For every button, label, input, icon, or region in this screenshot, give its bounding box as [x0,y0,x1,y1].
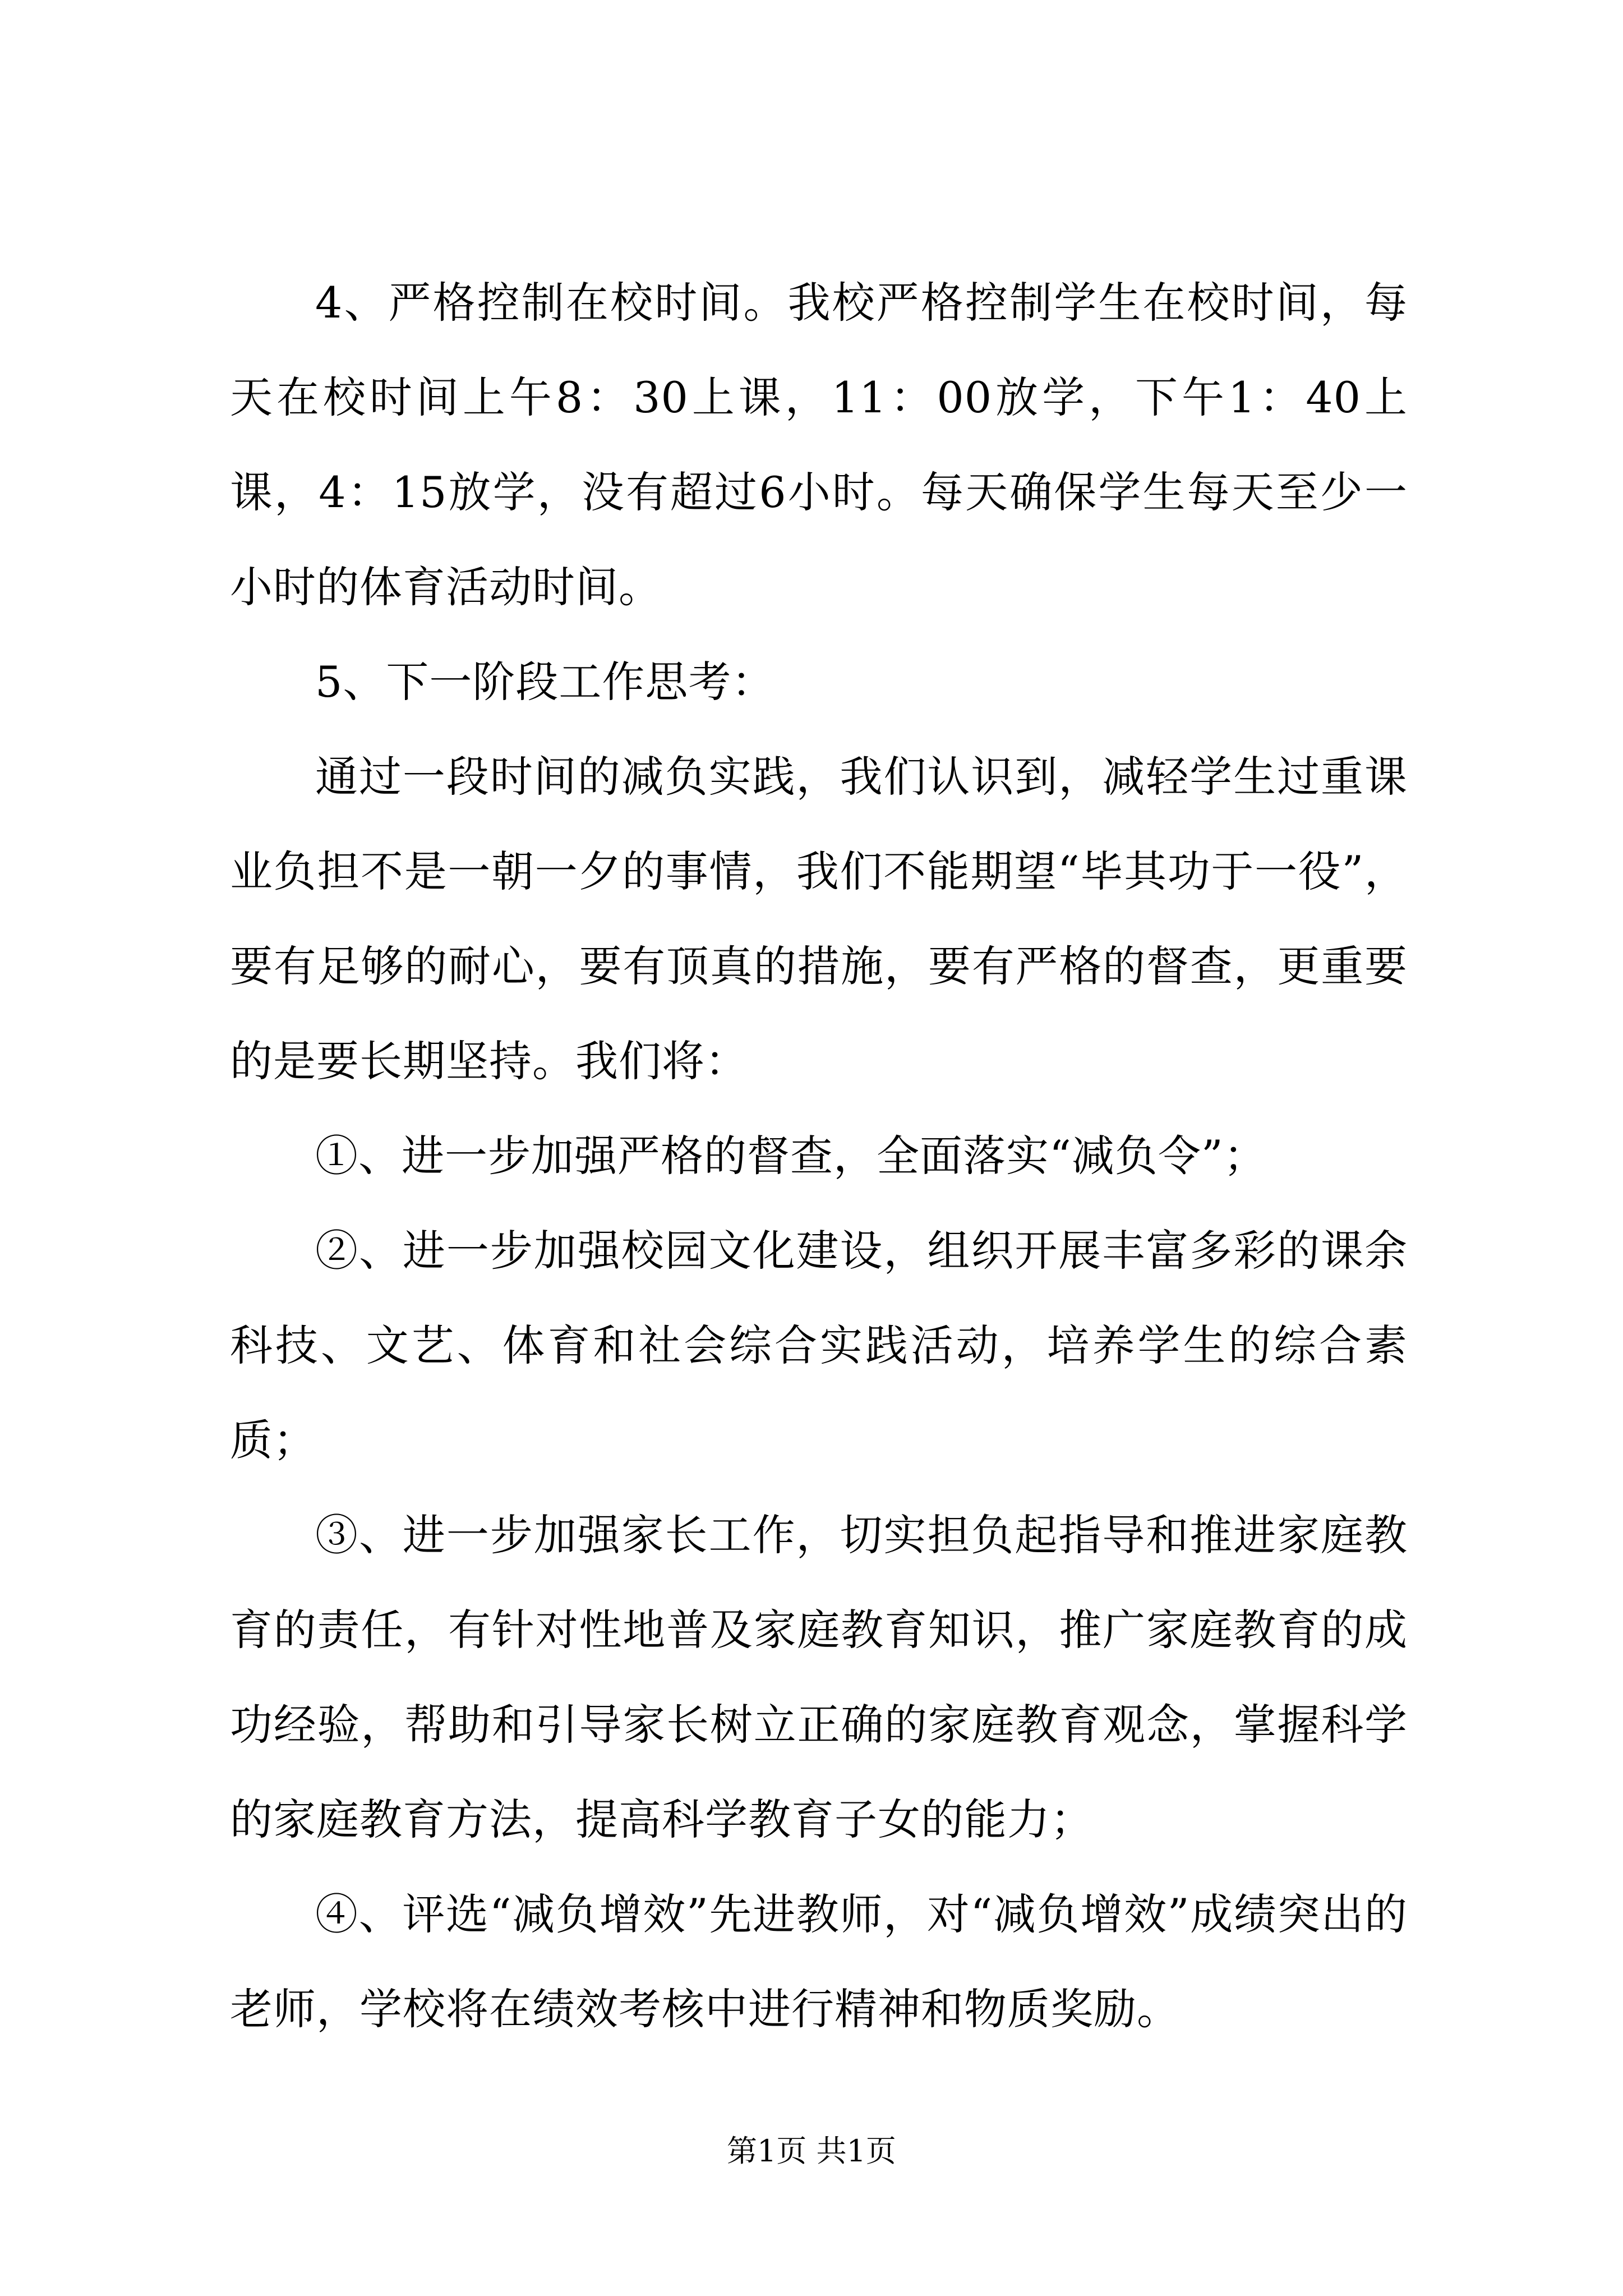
paragraph-school-hours: 4、严格控制在校时间。我校严格控制学生在校时间，每天在校时间上午8：30上课，11：00放学，下午1：40上课，4：15放学，没有超过6小时。每天确保学生每天至少一小时的体育活动时间。 [230,278,1408,612]
page-number-label: 第1页 共1页 [727,2133,896,2169]
paragraph-reflection: 通过一段时间的减负实践，我们认识到，减轻学生过重课业负担不是一朝一夕的事情，我们不能期望“毕其功于一役”，要有足够的耐心，要有顶真的措施，要有严格的督查，更重要的是要长期坚持。我们将： [230,752,1408,1086]
list-item-3: ③、进一步加强家长工作，切实担负起指导和推进家庭教育的责任，有针对性地普及家庭教育知识，推广家庭教育的成功经验，帮助和引导家长树立正确的家庭教育观念，掌握科学的家庭教育方法，提高科学教育子女的能力； [230,1510,1408,1844]
list-item-4: ④、评选“减负增效”先进教师，对“减负增效”成绩突出的老师，学校将在绩效考核中进行精神和物质奖励。 [230,1889,1408,2034]
paragraph-next-stage-heading: 5、下一阶段工作思考： [315,657,775,707]
document-body [230,255,1408,2056]
list-item-1: ①、进一步加强严格的督查，全面落实“减负令”； [315,1131,1267,1181]
list-item-2: ②、进一步加强校园文化建设，组织开展丰富多彩的课余科技、文艺、体育和社会综合实践活动，培养学生的综合素质； [230,1226,1408,1465]
page-footer [0,2129,1623,2174]
